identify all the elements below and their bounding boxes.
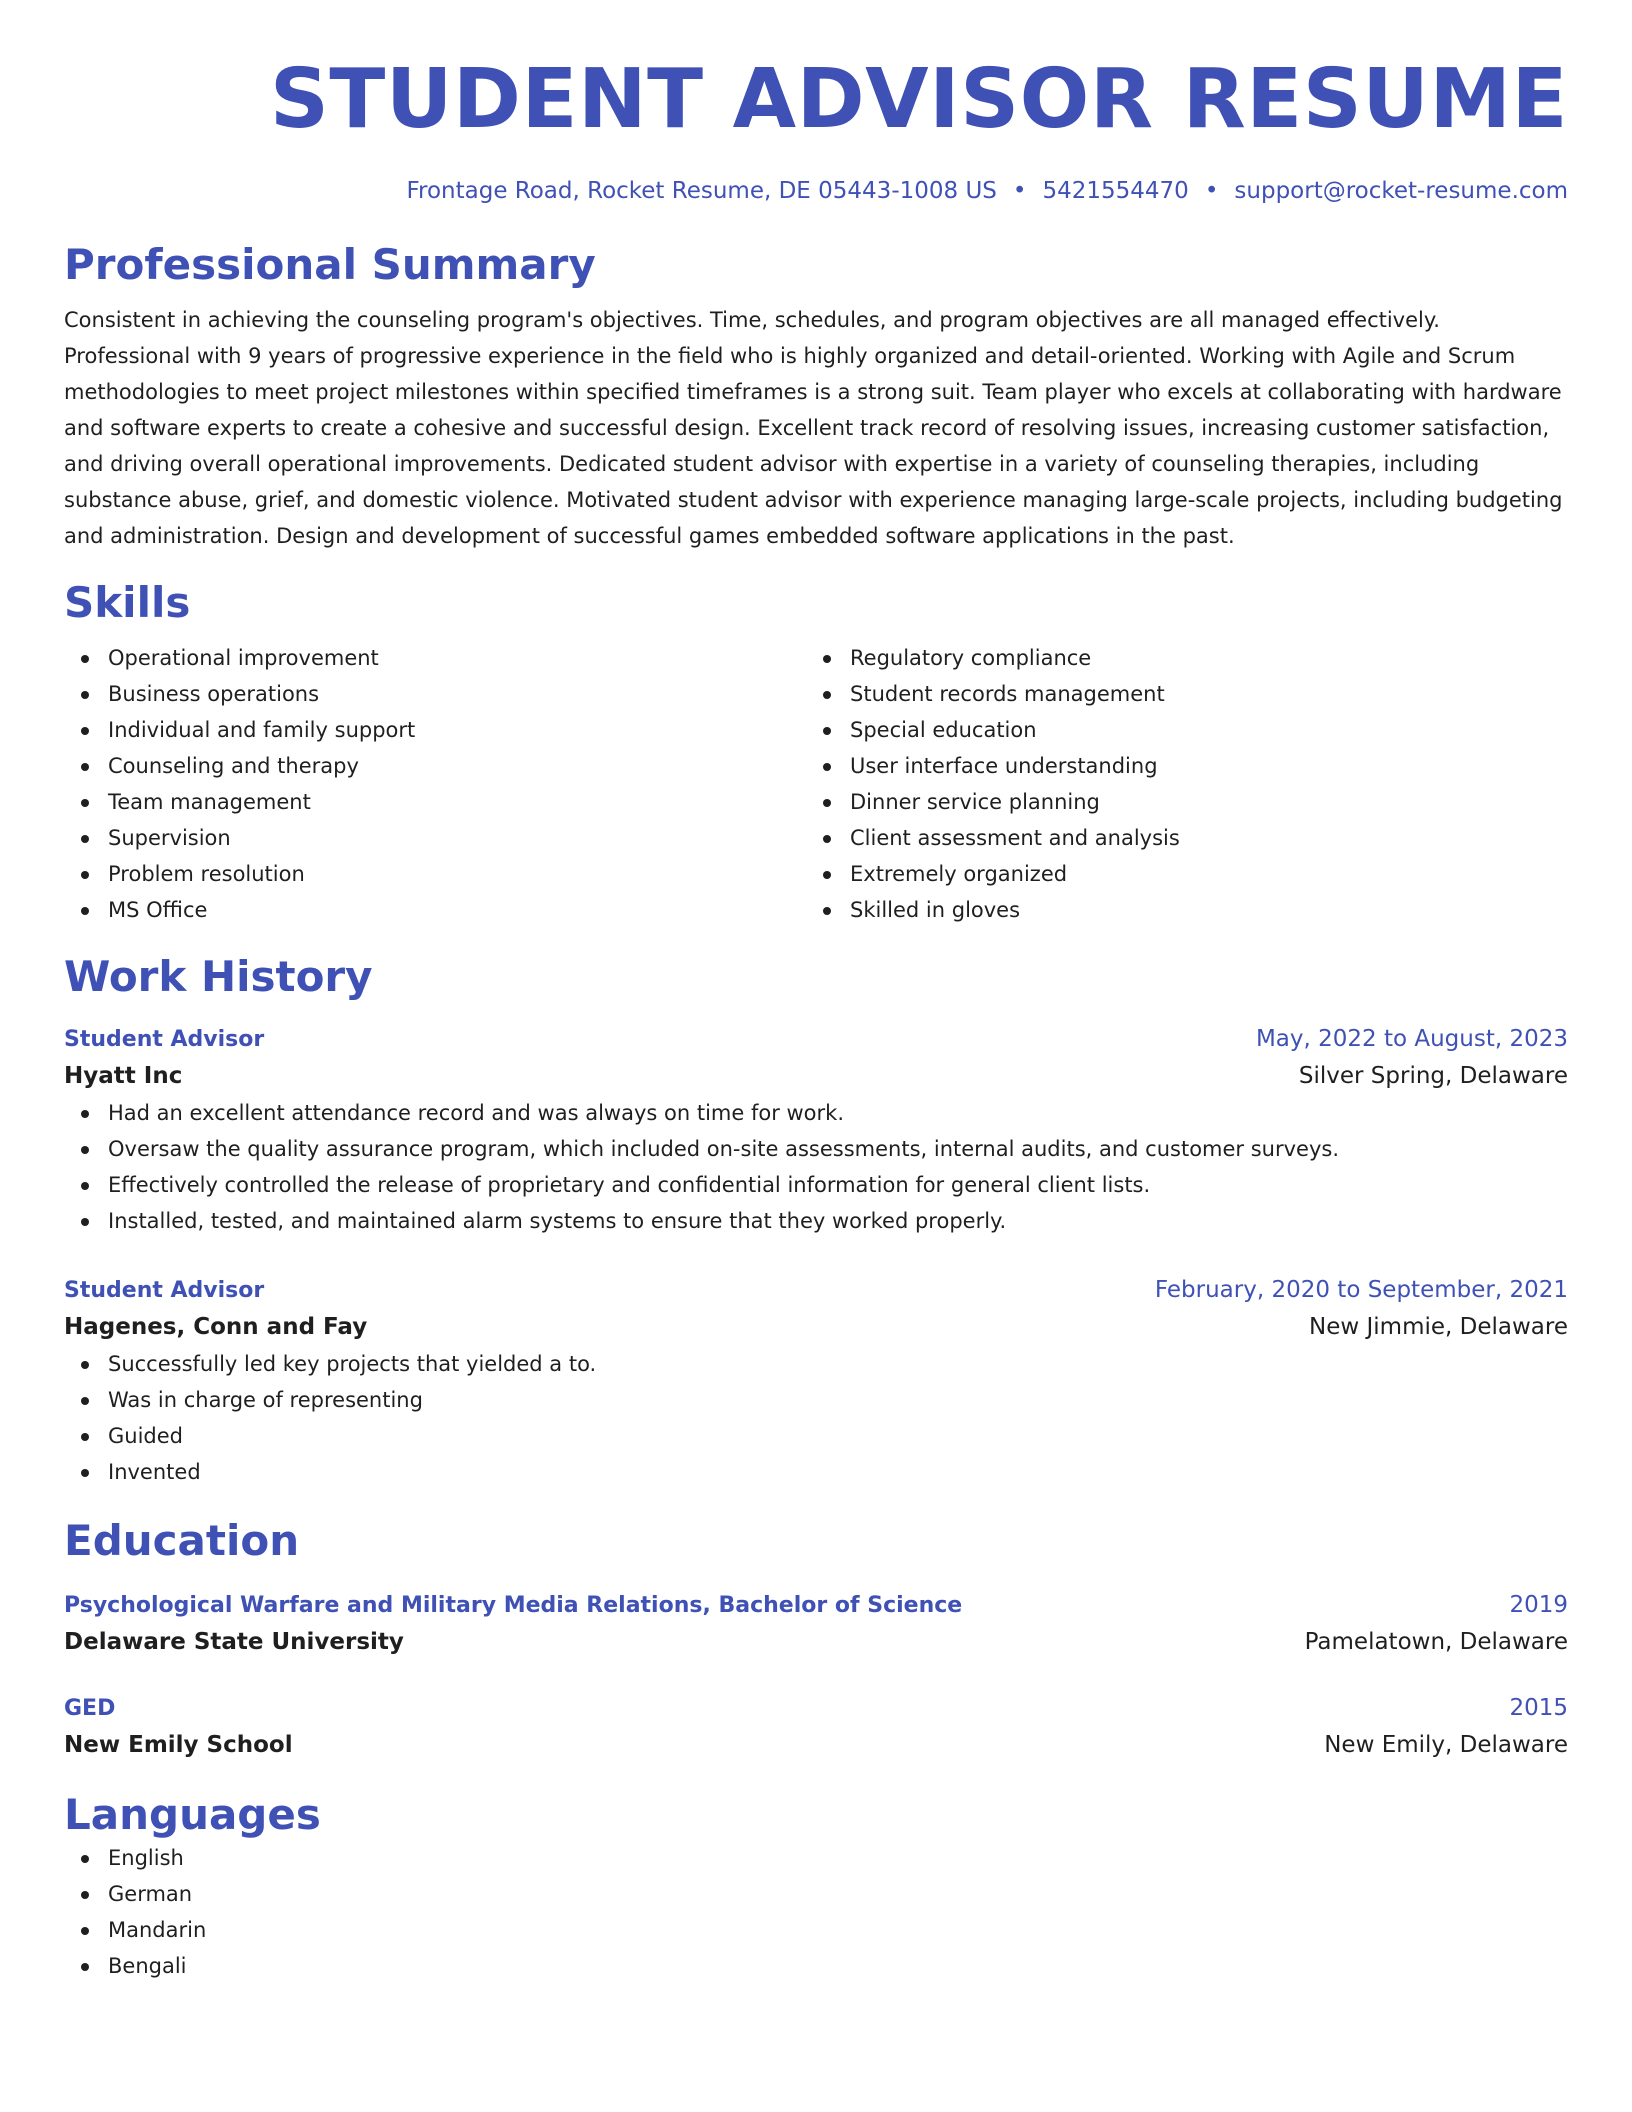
job-bullet: Installed, tested, and maintained alarm systems to ensure that they worked properly. bbox=[64, 1203, 1568, 1239]
skill-item: Counseling and therapy bbox=[64, 748, 806, 784]
skill-item: Individual and family support bbox=[64, 712, 806, 748]
job-entry bbox=[64, 1273, 1568, 1490]
contact-phone[interactable]: 5421554470 bbox=[1042, 178, 1189, 204]
job-bullet: Guided bbox=[64, 1418, 1568, 1454]
contact-separator: • bbox=[1012, 178, 1027, 204]
job-bullets bbox=[64, 1095, 1568, 1239]
job-company: Hyatt Inc bbox=[64, 1063, 183, 1089]
work-history-heading: Work History bbox=[64, 952, 373, 1001]
language-item: German bbox=[64, 1876, 1568, 1912]
education-degree: GED bbox=[64, 1696, 116, 1721]
job-company-row bbox=[64, 1057, 1568, 1095]
skill-item: Regulatory compliance bbox=[806, 640, 1548, 676]
job-bullet: Invented bbox=[64, 1454, 1568, 1490]
job-title-row bbox=[64, 1022, 1568, 1057]
job-dates: May, 2022 to August, 2023 bbox=[1255, 1026, 1568, 1052]
skill-item: Supervision bbox=[64, 820, 806, 856]
skills-list bbox=[64, 640, 1568, 928]
education-school-row bbox=[64, 1623, 1568, 1661]
education-location: Pamelatown, Delaware bbox=[1304, 1629, 1568, 1655]
education-school: New Emily School bbox=[64, 1732, 293, 1758]
job-location: New Jimmie, Delaware bbox=[1309, 1314, 1568, 1340]
language-item: English bbox=[64, 1840, 1568, 1876]
job-bullet: Effectively controlled the release of proprietary and confidential information for general client lists. bbox=[64, 1167, 1568, 1203]
job-location: Silver Spring, Delaware bbox=[1298, 1063, 1568, 1089]
job-title: Student Advisor bbox=[64, 1278, 265, 1303]
skills-column-left bbox=[64, 640, 806, 928]
job-bullet: Oversaw the quality assurance program, which included on-site assessments, internal audits, and customer surveys. bbox=[64, 1131, 1568, 1167]
education-entry bbox=[64, 1588, 1568, 1661]
education-year: 2015 bbox=[1509, 1695, 1568, 1721]
education-school-row bbox=[64, 1726, 1568, 1764]
education-school: Delaware State University bbox=[64, 1629, 404, 1655]
skill-item: User interface understanding bbox=[806, 748, 1548, 784]
skill-item: Special education bbox=[806, 712, 1548, 748]
job-title-row bbox=[64, 1273, 1568, 1308]
job-bullet: Had an excellent attendance record and was always on time for work. bbox=[64, 1095, 1568, 1131]
education-location: New Emily, Delaware bbox=[1324, 1732, 1568, 1758]
skill-item: Dinner service planning bbox=[806, 784, 1548, 820]
contact-line bbox=[64, 176, 1568, 206]
education-heading: Education bbox=[64, 1516, 300, 1565]
job-entry bbox=[64, 1022, 1568, 1239]
skill-item: Team management bbox=[64, 784, 806, 820]
language-item: Bengali bbox=[64, 1948, 1568, 1984]
skill-item: Business operations bbox=[64, 676, 806, 712]
education-degree: Psychological Warfare and Military Media Relations, Bachelor of Science bbox=[64, 1593, 963, 1618]
education-year: 2019 bbox=[1509, 1592, 1568, 1618]
skill-item: Student records management bbox=[806, 676, 1548, 712]
skill-item: Operational improvement bbox=[64, 640, 806, 676]
contact-email[interactable]: support@rocket-resume.com bbox=[1234, 178, 1568, 204]
job-title: Student Advisor bbox=[64, 1027, 265, 1052]
summary-text: Consistent in achieving the counseling program's objectives. Time, schedules, and program objectives are all managed effectively. Professional with 9 years of progressive experience in the field who is highly organized and detail-oriented. Working with Agile and Scrum methodologies to meet project milestones within specified timeframes is a strong suit. Team player who excels at collaborating with hardware and software experts to create a cohesive and successful design. Excellent track record of resolving issues, increasing customer satisfaction, and driving overall operational improvements. Dedicated student advisor with expertise in a variety of counseling therapies, including substance abuse, grief, and domestic violence. Motivated student advisor with experience managing large-scale projects, including budgeting and administration. Design and development of successful games embedded software applications in the past. bbox=[64, 308, 1563, 548]
job-dates: February, 2020 to September, 2021 bbox=[1154, 1277, 1568, 1303]
skill-item: Skilled in gloves bbox=[806, 892, 1548, 928]
job-company-row bbox=[64, 1308, 1568, 1346]
skills-heading: Skills bbox=[64, 578, 191, 627]
skill-item: MS Office bbox=[64, 892, 806, 928]
job-company: Hagenes, Conn and Fay bbox=[64, 1314, 368, 1340]
languages-heading: Languages bbox=[64, 1790, 321, 1839]
language-item: Mandarin bbox=[64, 1912, 1568, 1948]
resume-title: STUDENT ADVISOR RESUME bbox=[269, 52, 1568, 147]
skill-item: Client assessment and analysis bbox=[806, 820, 1548, 856]
skill-item: Problem resolution bbox=[64, 856, 806, 892]
job-bullet: Was in charge of representing bbox=[64, 1382, 1568, 1418]
job-bullet: Successfully led key projects that yielded a to. bbox=[64, 1346, 1568, 1382]
languages-list bbox=[64, 1840, 1568, 1984]
education-entry bbox=[64, 1691, 1568, 1764]
skills-column-right bbox=[806, 640, 1548, 928]
job-bullets bbox=[64, 1346, 1568, 1490]
education-degree-row bbox=[64, 1588, 1568, 1623]
summary-heading: Professional Summary bbox=[64, 240, 596, 289]
education-degree-row bbox=[64, 1691, 1568, 1726]
contact-separator: • bbox=[1204, 178, 1219, 204]
skill-item: Extremely organized bbox=[806, 856, 1548, 892]
contact-address: Frontage Road, Rocket Resume, DE 05443-1008 US bbox=[406, 178, 997, 204]
